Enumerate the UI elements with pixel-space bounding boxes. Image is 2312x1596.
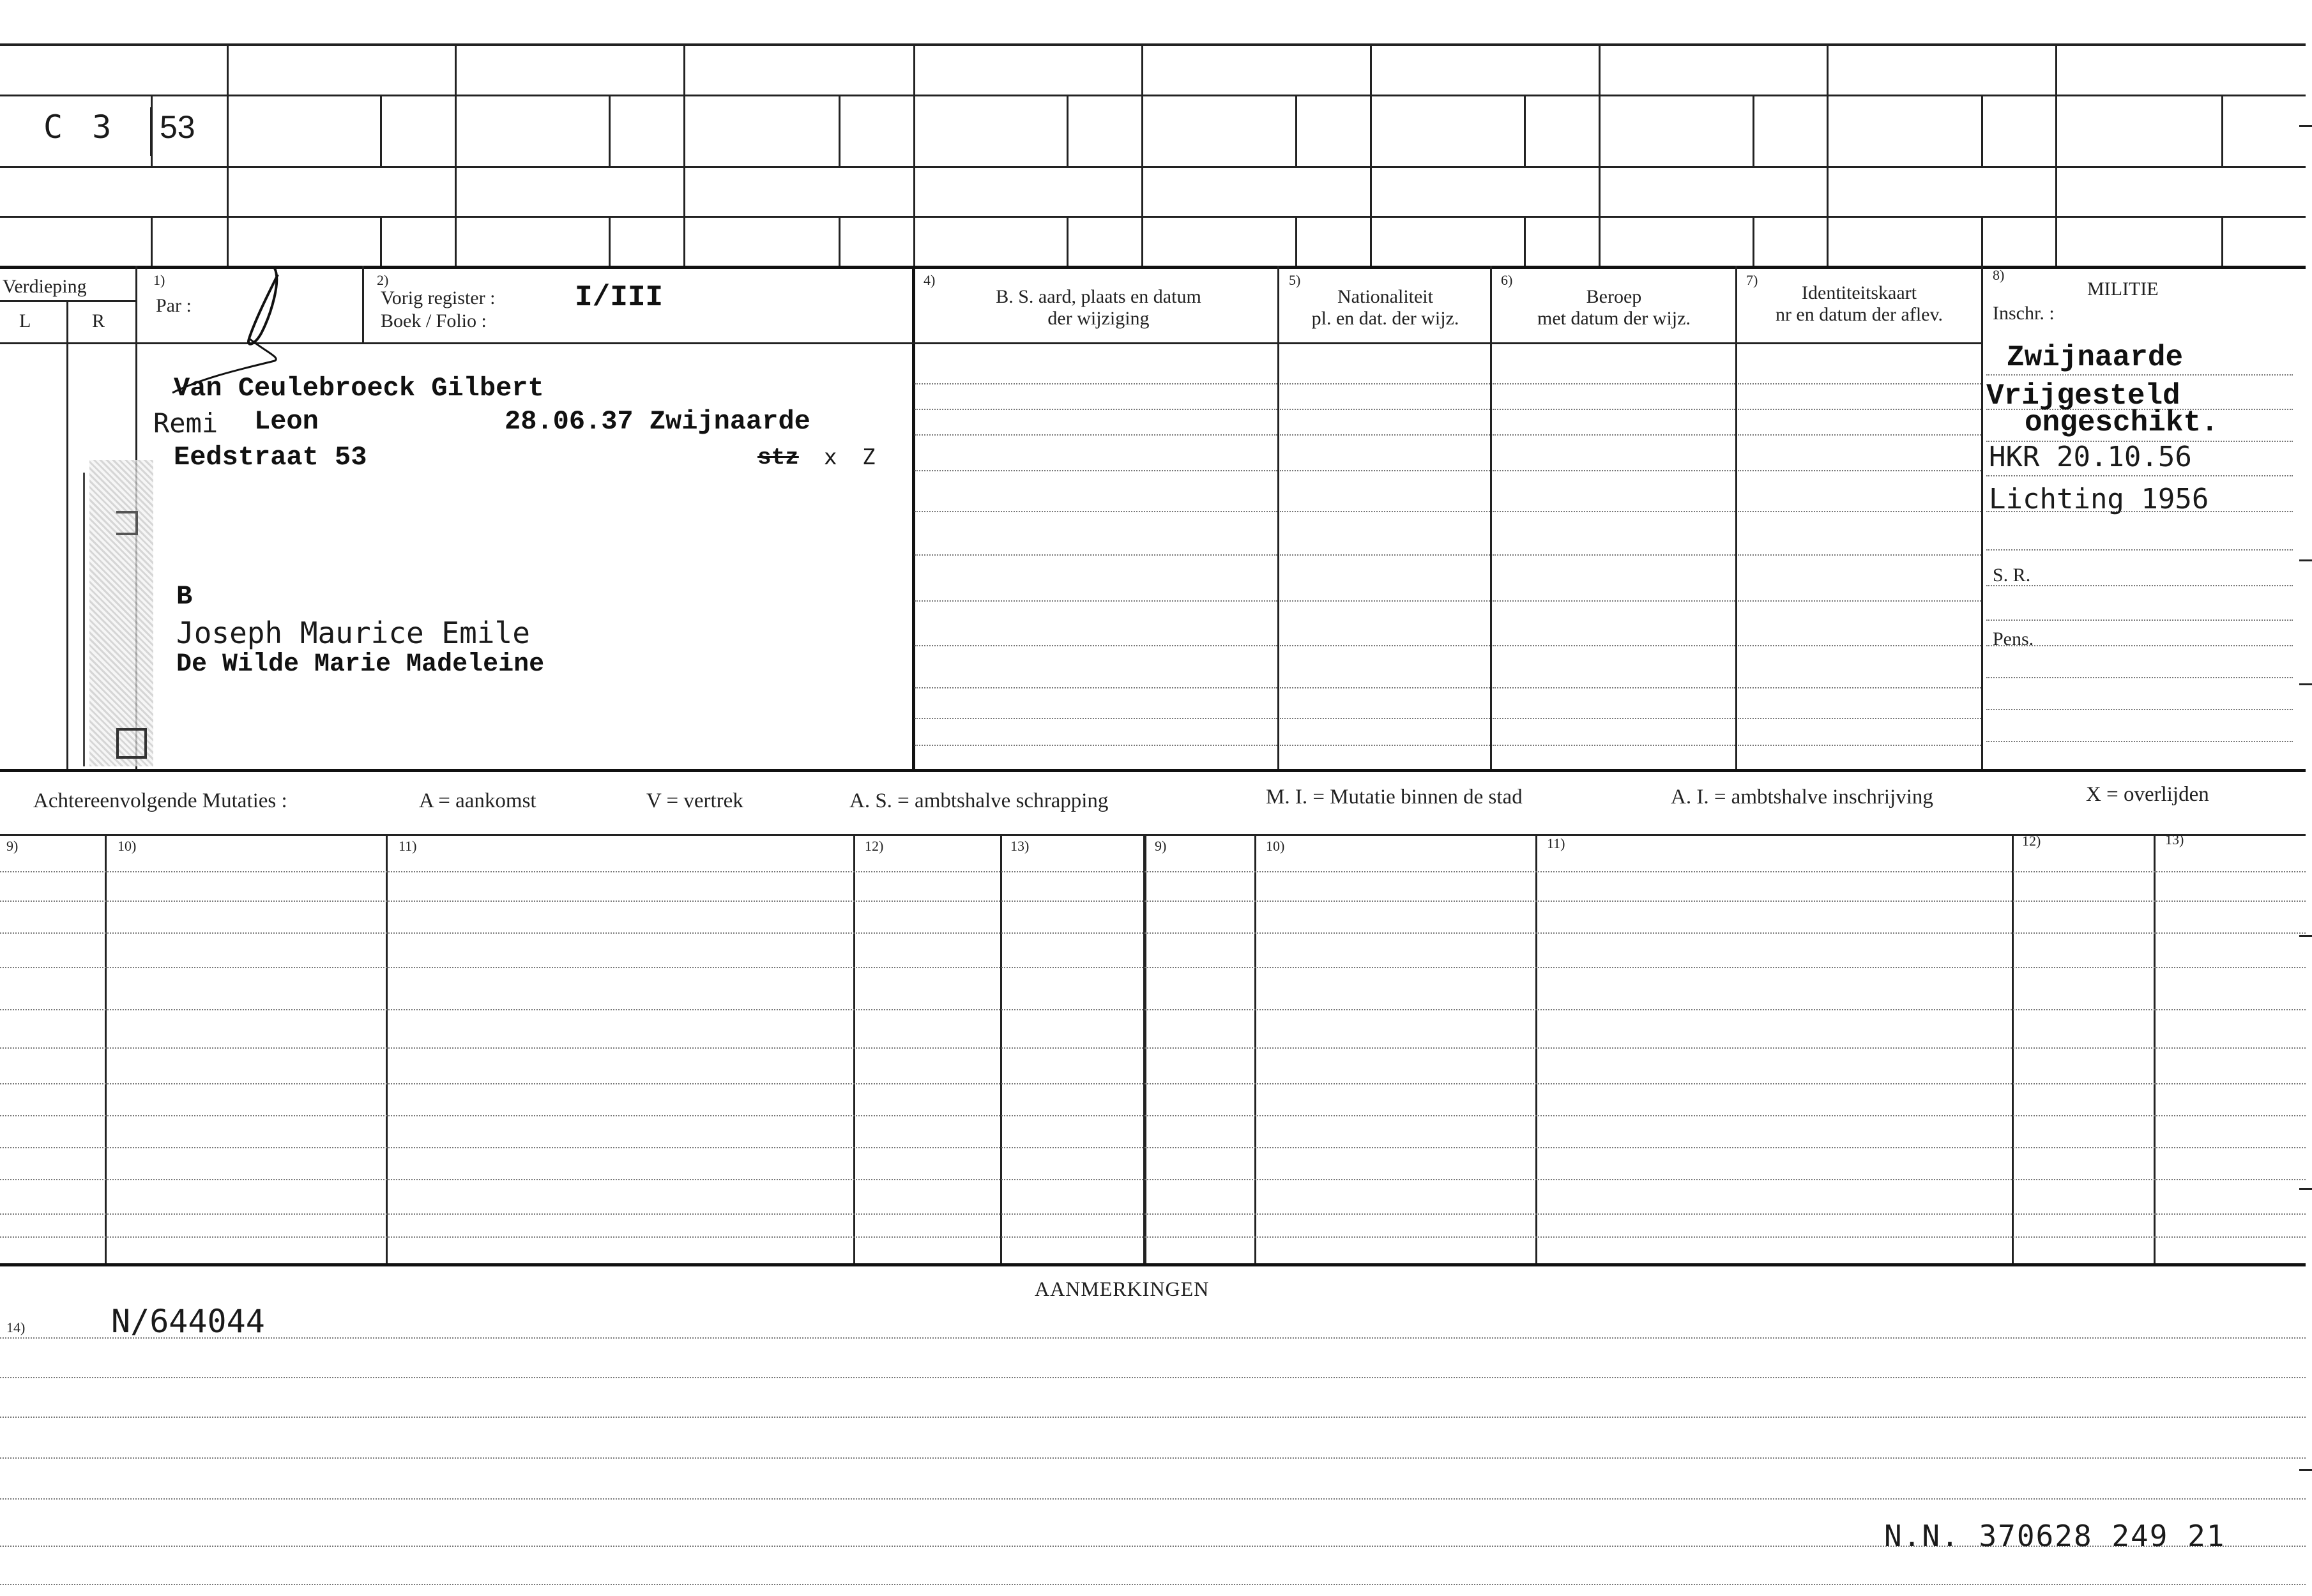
grid-line bbox=[1753, 216, 1754, 266]
grid-line bbox=[1370, 43, 1372, 266]
address: Eedstraat 53 bbox=[174, 442, 367, 473]
col-header: met datum der wijz. bbox=[1537, 308, 1691, 329]
grid-line bbox=[1295, 95, 1297, 166]
grid-line bbox=[1981, 95, 1983, 166]
grid-line bbox=[2055, 43, 2057, 266]
grid-line bbox=[66, 300, 68, 770]
surname-line: Van Ceulebroeck Gilbert bbox=[174, 373, 544, 404]
grid-line bbox=[1295, 216, 1297, 266]
grid-line bbox=[1000, 834, 1002, 1265]
legend-item: M. I. = Mutatie binnen de stad bbox=[1266, 786, 1523, 809]
militie-title: MILITIE bbox=[2087, 278, 2159, 300]
grid-line bbox=[0, 300, 135, 302]
legend-item: A. I. = ambtshalve inschrijving bbox=[1671, 786, 1933, 809]
col-header: Identiteitskaart bbox=[1802, 282, 1917, 303]
grid-line bbox=[1067, 95, 1069, 166]
legend-item: A. S. = ambtshalve schrapping bbox=[849, 789, 1109, 812]
card-number: 53 bbox=[160, 109, 195, 145]
col-number: 13) bbox=[1010, 838, 1030, 854]
grid-line bbox=[0, 95, 2306, 96]
grid-line bbox=[1981, 216, 1983, 266]
col-number: 14) bbox=[6, 1319, 26, 1335]
grid-line bbox=[105, 834, 107, 1265]
grid-line bbox=[1067, 216, 1069, 266]
legend-title: Achtereenvolgende Mutaties : bbox=[33, 789, 287, 812]
grid-line bbox=[0, 216, 2306, 218]
col-number: 13) bbox=[2165, 832, 2184, 847]
col-header: B. S. aard, plaats en datum bbox=[996, 286, 1201, 307]
col-number: 11) bbox=[1547, 835, 1565, 851]
col-number: 12) bbox=[2022, 833, 2041, 849]
grid-line bbox=[1143, 834, 1146, 1265]
grid-line bbox=[2221, 95, 2223, 166]
col-header: Beroep bbox=[1586, 286, 1642, 307]
boek-folio-label: Boek / Folio : bbox=[381, 310, 487, 331]
grid-line bbox=[0, 1263, 2306, 1266]
grid-line bbox=[0, 769, 2306, 772]
grid-line bbox=[609, 216, 611, 266]
vorig-register-label: Vorig register : bbox=[381, 287, 496, 308]
col-number: 8) bbox=[1993, 267, 2005, 283]
aanmerking-value: N/644044 bbox=[111, 1303, 265, 1340]
grid-line bbox=[1981, 266, 1983, 770]
grid-line bbox=[1827, 43, 1829, 266]
grid-line bbox=[0, 834, 2306, 836]
grid-line bbox=[386, 834, 388, 1265]
grid-line bbox=[1490, 266, 1492, 770]
militie-status1: Vrijgesteld bbox=[1986, 379, 2180, 413]
grid-line bbox=[455, 43, 457, 266]
card-code: C 3 bbox=[43, 109, 117, 146]
sr-label: S. R. bbox=[1993, 565, 2031, 586]
inschr-label: Inschr. : bbox=[1993, 303, 2055, 324]
grid-line bbox=[0, 166, 2306, 168]
legend-item: A = aankomst bbox=[419, 789, 536, 812]
b-letter: B bbox=[176, 581, 193, 612]
col-header: Nationaliteit bbox=[1337, 286, 1433, 307]
col-number: 2) bbox=[377, 272, 389, 288]
grid-line bbox=[227, 43, 229, 266]
col-header: nr en datum der aflev. bbox=[1775, 304, 1943, 325]
verdieping-label: Verdieping bbox=[3, 276, 87, 297]
handwritten-stroke bbox=[150, 107, 152, 156]
grid-line bbox=[913, 43, 915, 266]
col-number: 5) bbox=[1289, 272, 1301, 288]
col-number: 6) bbox=[1501, 272, 1513, 288]
grid-line bbox=[2221, 216, 2223, 266]
col-number: 7) bbox=[1746, 272, 1758, 288]
l-label: L bbox=[19, 310, 31, 331]
nn-number: N.N. 370628 249 21 bbox=[1884, 1519, 2226, 1553]
grid-line bbox=[0, 43, 2306, 46]
grid-line bbox=[362, 266, 364, 344]
grid-line bbox=[1599, 43, 1601, 266]
grid-line bbox=[1141, 43, 1143, 266]
grid-line bbox=[1277, 266, 1279, 770]
grid-line bbox=[1524, 216, 1526, 266]
grid-line bbox=[380, 95, 382, 166]
col-number: 9) bbox=[1155, 838, 1167, 854]
col-number: 4) bbox=[924, 272, 936, 288]
col-number: 12) bbox=[865, 838, 884, 854]
col-header: der wijziging bbox=[1047, 308, 1150, 329]
par-label: Par : bbox=[156, 295, 192, 316]
militie-status2: ongeschikt. bbox=[2025, 406, 2219, 439]
grid-line bbox=[1753, 95, 1754, 166]
grid-line bbox=[2012, 834, 2014, 1265]
pens-label: Pens. bbox=[1993, 628, 2034, 650]
militie-place: Zwijnaarde bbox=[2007, 341, 2184, 374]
first-name-remi: Remi bbox=[153, 407, 218, 439]
col-number: 10) bbox=[118, 838, 137, 854]
grid-line bbox=[1535, 834, 1537, 1265]
mother-name: De Wilde Marie Madeleine bbox=[176, 650, 545, 679]
grid-line bbox=[912, 266, 915, 770]
birth-date-place: 28.06.37 Zwijnaarde bbox=[505, 406, 810, 437]
status-z: Z bbox=[862, 445, 876, 470]
grid-line bbox=[1524, 95, 1526, 166]
grid-line bbox=[609, 95, 611, 166]
militie-hkr: HKR 20.10.56 bbox=[1989, 441, 2192, 473]
r-label: R bbox=[92, 310, 105, 331]
status-x: x bbox=[824, 445, 837, 470]
grid-line bbox=[151, 216, 153, 266]
legend-item: V = vertrek bbox=[646, 789, 743, 812]
col-number: 1) bbox=[153, 272, 165, 288]
vorig-register-value: I/III bbox=[575, 281, 664, 314]
grid-line bbox=[2154, 834, 2156, 1265]
militie-lichting: Lichting 1956 bbox=[1989, 483, 2209, 515]
father-name: Joseph Maurice Emile bbox=[176, 616, 530, 650]
col-number: 9) bbox=[6, 838, 19, 854]
grid-line bbox=[0, 266, 2306, 269]
grid-line bbox=[1254, 834, 1256, 1265]
grid-line bbox=[839, 95, 840, 166]
status-code: stz bbox=[757, 445, 799, 471]
grid-line bbox=[1735, 266, 1737, 770]
grid-line bbox=[839, 216, 840, 266]
col-header: pl. en dat. der wijz. bbox=[1311, 308, 1459, 329]
grid-line bbox=[683, 43, 685, 266]
first-name-leon: Leon bbox=[254, 406, 319, 437]
grid-line bbox=[380, 216, 382, 266]
aanmerkingen-title: AANMERKINGEN bbox=[1035, 1277, 1210, 1300]
col-number: 10) bbox=[1266, 838, 1285, 854]
legend-item: X = overlijden bbox=[2086, 783, 2209, 806]
col-number: 11) bbox=[399, 838, 417, 854]
grid-line bbox=[853, 834, 855, 1265]
